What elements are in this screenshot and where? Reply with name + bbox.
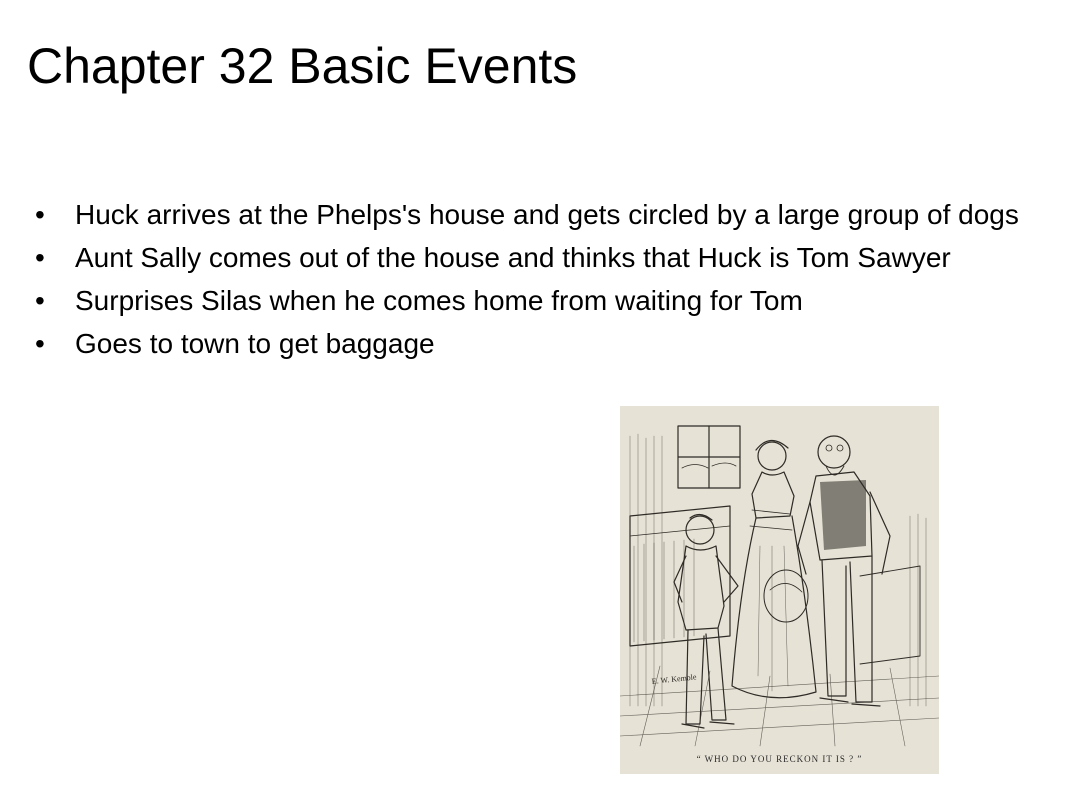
artist-signature: E. W. Kemble [651, 672, 697, 686]
bullet-dot: • [35, 285, 45, 316]
slide-title: Chapter 32 Basic Events [27, 38, 578, 94]
bullet-dot: • [35, 328, 45, 359]
table-drawing [630, 506, 920, 664]
bullet-text: Huck arrives at the Phelps's house and gets circled by a large group of dogs [75, 199, 1019, 230]
bullet-item [35, 325, 1045, 363]
bullet-text: Goes to town to get baggage [75, 328, 435, 359]
woman-figure [732, 440, 816, 697]
bullet-item [35, 196, 1045, 234]
bullet-dot: • [35, 199, 45, 230]
man-figure [798, 436, 890, 706]
bullet-text: Surprises Silas when he comes home from waiting for Tom [75, 285, 803, 316]
illustration-caption: “ WHO DO YOU RECKON IT IS ? ” [696, 754, 863, 764]
bullet-item [35, 239, 1045, 277]
bullet-item [35, 282, 1045, 320]
bullet-text: Aunt Sally comes out of the house and thinks that Huck is Tom Sawyer [75, 242, 951, 273]
boy-figure [674, 514, 738, 728]
illustration-image [620, 406, 939, 774]
window-drawing [678, 426, 740, 488]
engraving-drawing [620, 406, 939, 774]
bullet-list [35, 196, 1045, 368]
bullet-dot: • [35, 242, 45, 273]
